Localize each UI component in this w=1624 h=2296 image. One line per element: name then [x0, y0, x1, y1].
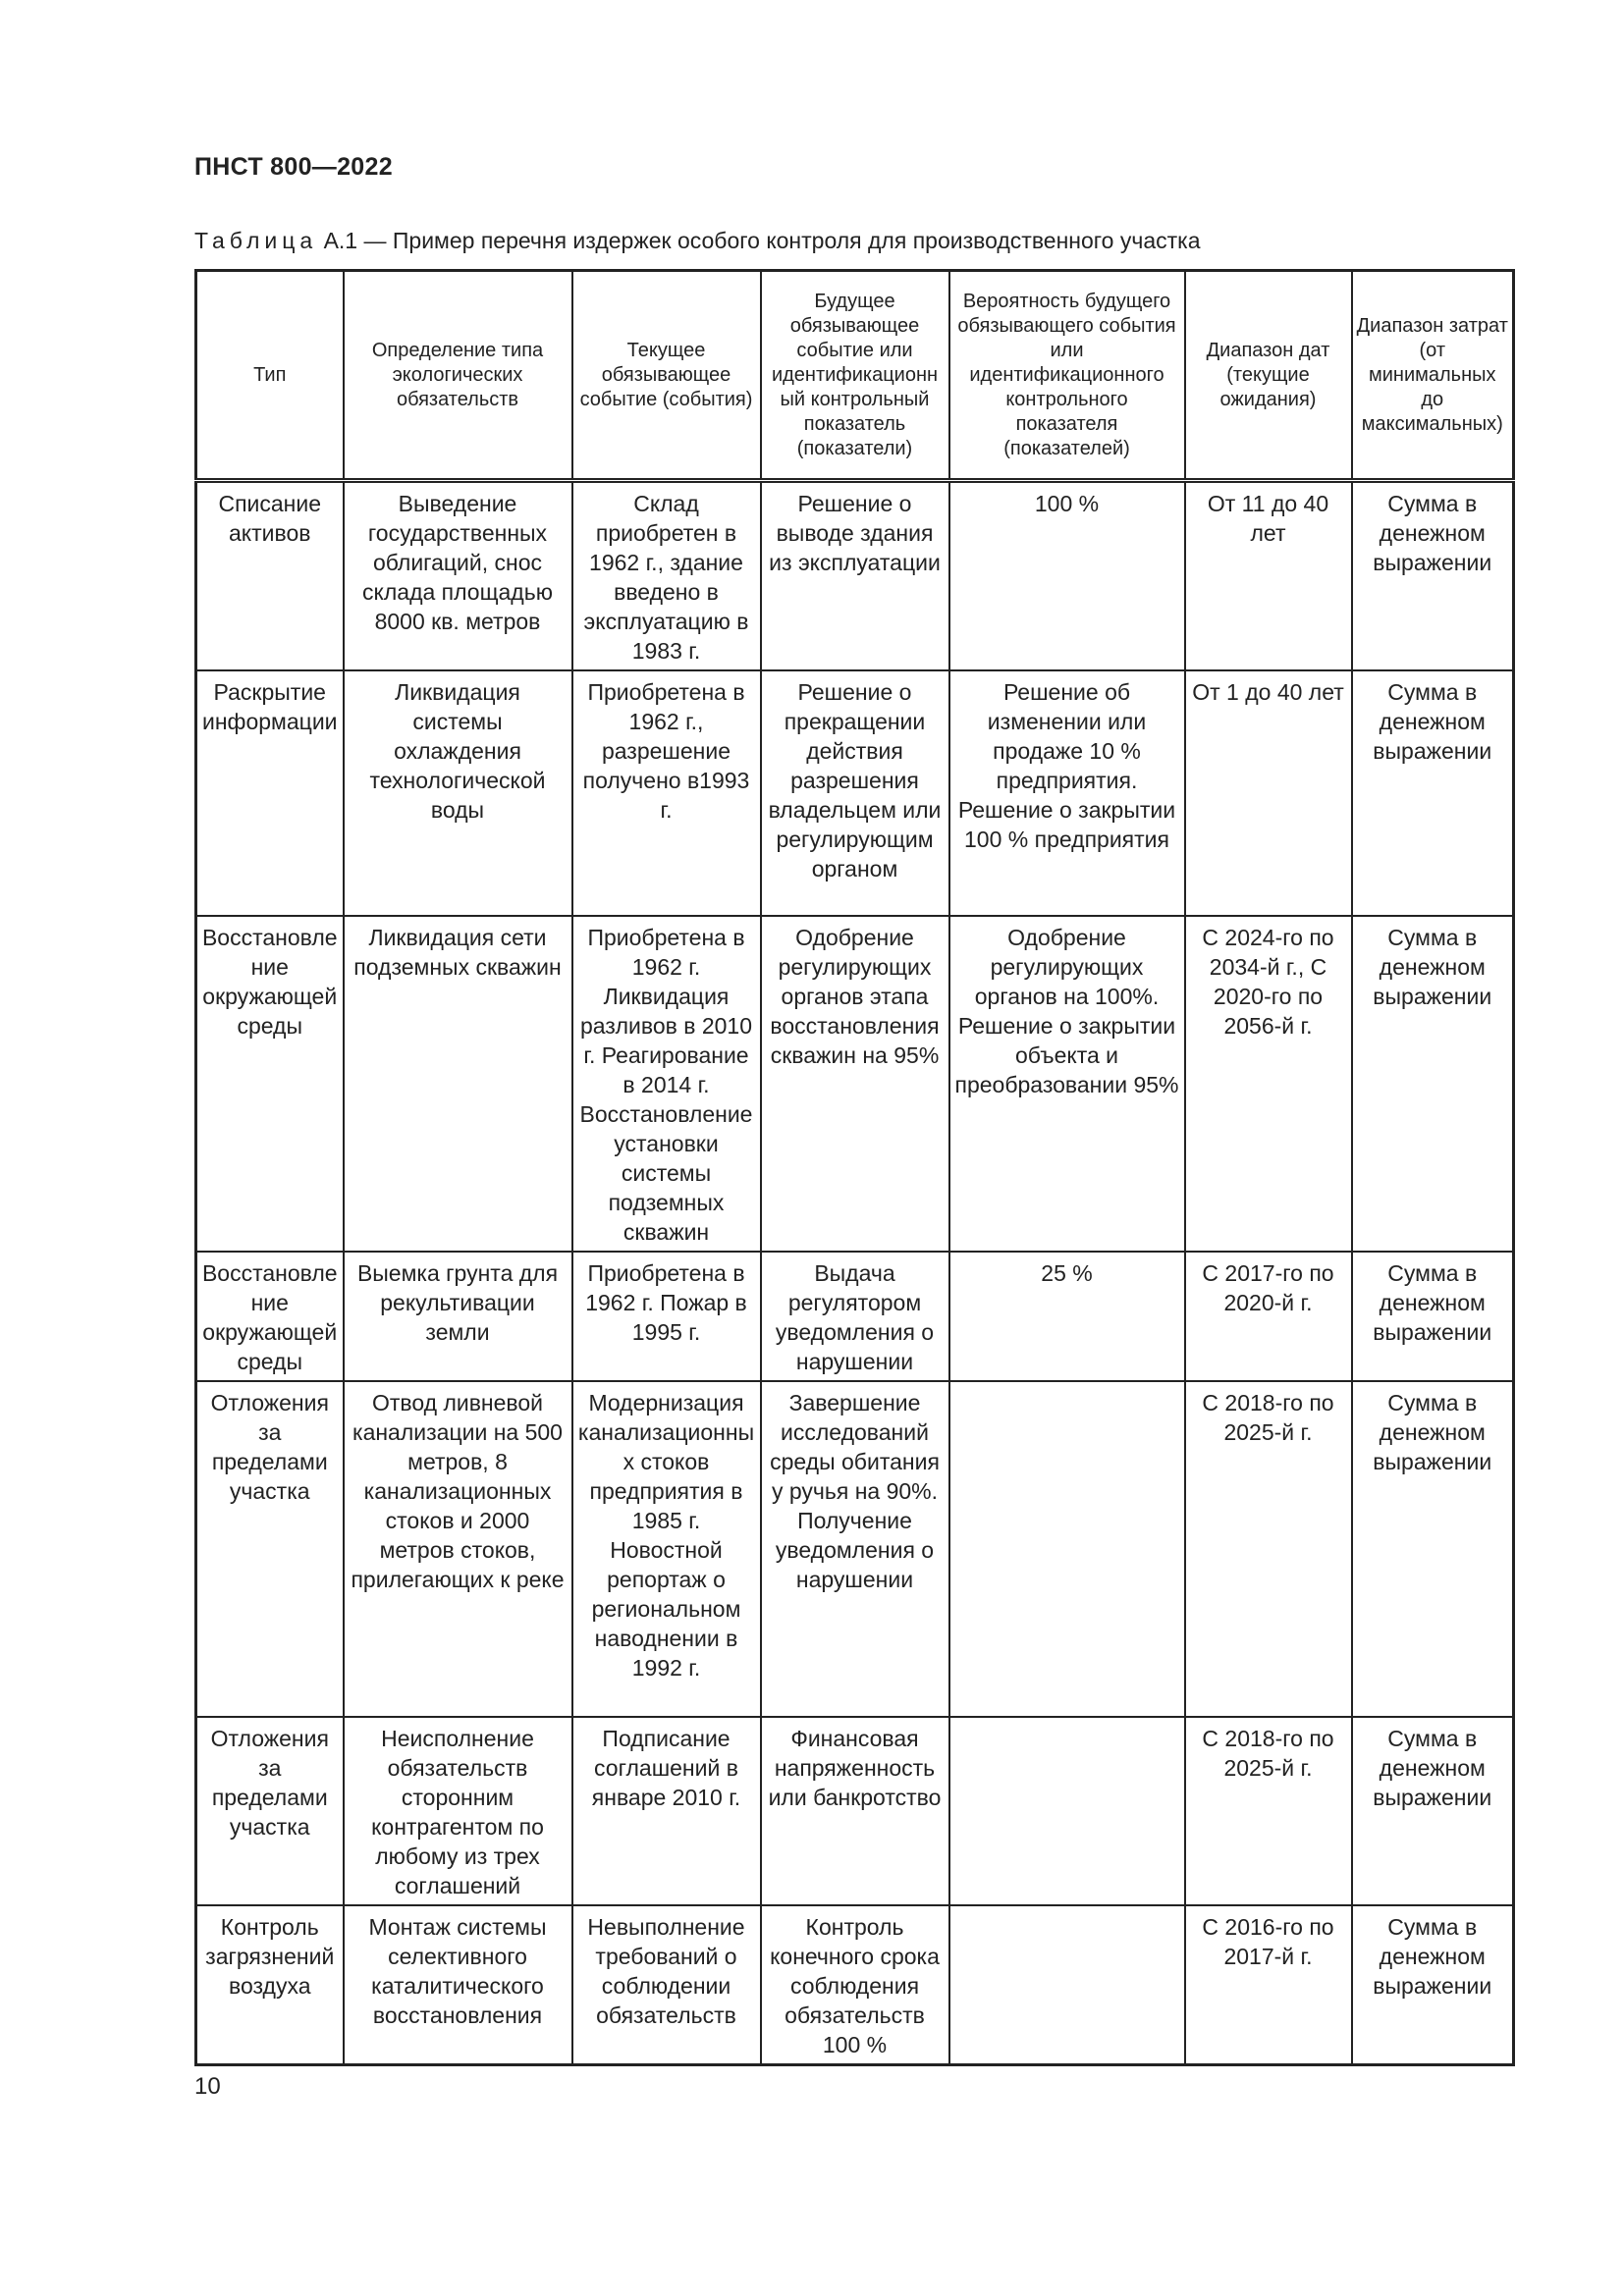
caption-text: А.1 — Пример перечня издержек особого контроля для производственного участка	[323, 228, 1201, 253]
header-cell-type: Тип	[196, 271, 344, 481]
table-cell: Приобретена в 1962 г. Ликвидация разливов в 2010 г. Реагирование в 2014 г. Восстановление установки системы подземных скважин	[572, 916, 761, 1252]
table-cell: Сумма в денежном выражении	[1352, 916, 1514, 1252]
table-cell: Модернизация канализационных стоков предприятия в 1985 г. Новостной репортаж о региональном наводнении в 1992 г.	[572, 1381, 761, 1717]
table-cell	[949, 1905, 1185, 2065]
table-row	[196, 481, 1514, 671]
table-cell: Завершение исследований среды обитания у ручья на 90%. Получение уведомления о нарушении	[761, 1381, 949, 1717]
table-cell: Решение об изменении или продаже 10 % предприятия. Решение о закрытии 100 % предприятия	[949, 670, 1185, 916]
table-cell: Приобретена в 1962 г. Пожар в 1995 г.	[572, 1252, 761, 1381]
table-cell: Выведение государственных облигаций, снос склада площадью 8000 кв. метров	[344, 481, 572, 671]
table-cell: С 2018-го по 2025-й г.	[1185, 1381, 1352, 1717]
table-cell: Финансовая напряженность или банкротство	[761, 1717, 949, 1905]
table-cell: Одобрение регулирующих органов на 100%. Решение о закрытии объекта и преобразовании 95%	[949, 916, 1185, 1252]
table-cell: Склад приобретен в 1962 г., здание введено в эксплуатацию в 1983 г.	[572, 481, 761, 671]
table-cell: Выдача регулятором уведомления о нарушении	[761, 1252, 949, 1381]
table-cell: Отложения за пределами участка	[196, 1381, 344, 1717]
table-cell: Раскрытие информации	[196, 670, 344, 916]
table-cell: Контроль загрязнений воздуха	[196, 1905, 344, 2065]
table-cell: Ликвидация системы охлаждения технологической воды	[344, 670, 572, 916]
table-cell: Сумма в денежном выражении	[1352, 1905, 1514, 2065]
header-cell-current-event: Текущее обязывающее событие (события)	[572, 271, 761, 481]
header-cell-future-event: Будущее обязывающее событие или идентификационный контрольный показатель (показатели)	[761, 271, 949, 481]
table-row	[196, 1717, 1514, 1905]
document-header: ПНСТ 800—2022	[194, 153, 393, 181]
table-cell: Решение о выводе здания из эксплуатации	[761, 481, 949, 671]
table-cell: Сумма в денежном выражении	[1352, 1381, 1514, 1717]
table-cell: С 2017-го по 2020-й г.	[1185, 1252, 1352, 1381]
header-cell-date-range: Диапазон дат (текущие ожидания)	[1185, 271, 1352, 481]
table-cell: Решение о прекращении действия разрешения владельцем или регулирующим органом	[761, 670, 949, 916]
cost-table	[194, 269, 1515, 2066]
table-cell: Восстановление окружающей среды	[196, 916, 344, 1252]
table-row	[196, 1252, 1514, 1381]
table-cell: С 2016-го по 2017-й г.	[1185, 1905, 1352, 2065]
table-cell: 25 %	[949, 1252, 1185, 1381]
table-caption	[194, 228, 1201, 254]
table-cell: Приобретена в 1962 г., разрешение получено в1993 г.	[572, 670, 761, 916]
table-cell	[949, 1381, 1185, 1717]
table-cell: С 2024-го по 2034-й г., С 2020-го по 2056-й г.	[1185, 916, 1352, 1252]
table-cell: От 1 до 40 лет	[1185, 670, 1352, 916]
header-cell-probability: Вероятность будущего обязывающего события или идентификационного контрольного показателя (показателей)	[949, 271, 1185, 481]
header-cell-definition: Определение типа экологических обязательств	[344, 271, 572, 481]
table-cell: От 11 до 40 лет	[1185, 481, 1352, 671]
table-cell: Подписание соглашений в январе 2010 г.	[572, 1717, 761, 1905]
table-cell: Одобрение регулирующих органов этапа восстановления скважин на 95%	[761, 916, 949, 1252]
table-cell: Неисполнение обязательств сторонним контрагентом по любому из трех соглашений	[344, 1717, 572, 1905]
caption-label: Таблица	[194, 228, 318, 253]
table-cell: 100 %	[949, 481, 1185, 671]
table-cell: Сумма в денежном выражении	[1352, 481, 1514, 671]
table-cell: Невыполнение требований о соблюдении обязательств	[572, 1905, 761, 2065]
table-cell	[949, 1717, 1185, 1905]
table-cell: Восстановление окружающей среды	[196, 1252, 344, 1381]
table-cell: С 2018-го по 2025-й г.	[1185, 1717, 1352, 1905]
table-cell: Контроль конечного срока соблюдения обязательств 100 %	[761, 1905, 949, 2065]
table-row	[196, 916, 1514, 1252]
header-cell-cost-range: Диапазон затрат (от минимальных до максимальных)	[1352, 271, 1514, 481]
table-cell: Сумма в денежном выражении	[1352, 1252, 1514, 1381]
table-cell: Сумма в денежном выражении	[1352, 670, 1514, 916]
table-cell: Списание активов	[196, 481, 344, 671]
table-cell: Выемка грунта для рекультивации земли	[344, 1252, 572, 1381]
table-row	[196, 1905, 1514, 2065]
table-cell: Сумма в денежном выражении	[1352, 1717, 1514, 1905]
page-number: 10	[194, 2073, 221, 2100]
table-row	[196, 670, 1514, 916]
table-cell: Монтаж системы селективного каталитического восстановления	[344, 1905, 572, 2065]
table-cell: Отвод ливневой канализации на 500 метров, 8 канализационных стоков и 2000 метров стоков, прилегающих к реке	[344, 1381, 572, 1717]
table-cell: Ликвидация сети подземных скважин	[344, 916, 572, 1252]
table-header-row	[196, 271, 1514, 481]
table-cell: Отложения за пределами участка	[196, 1717, 344, 1905]
table-row	[196, 1381, 1514, 1717]
